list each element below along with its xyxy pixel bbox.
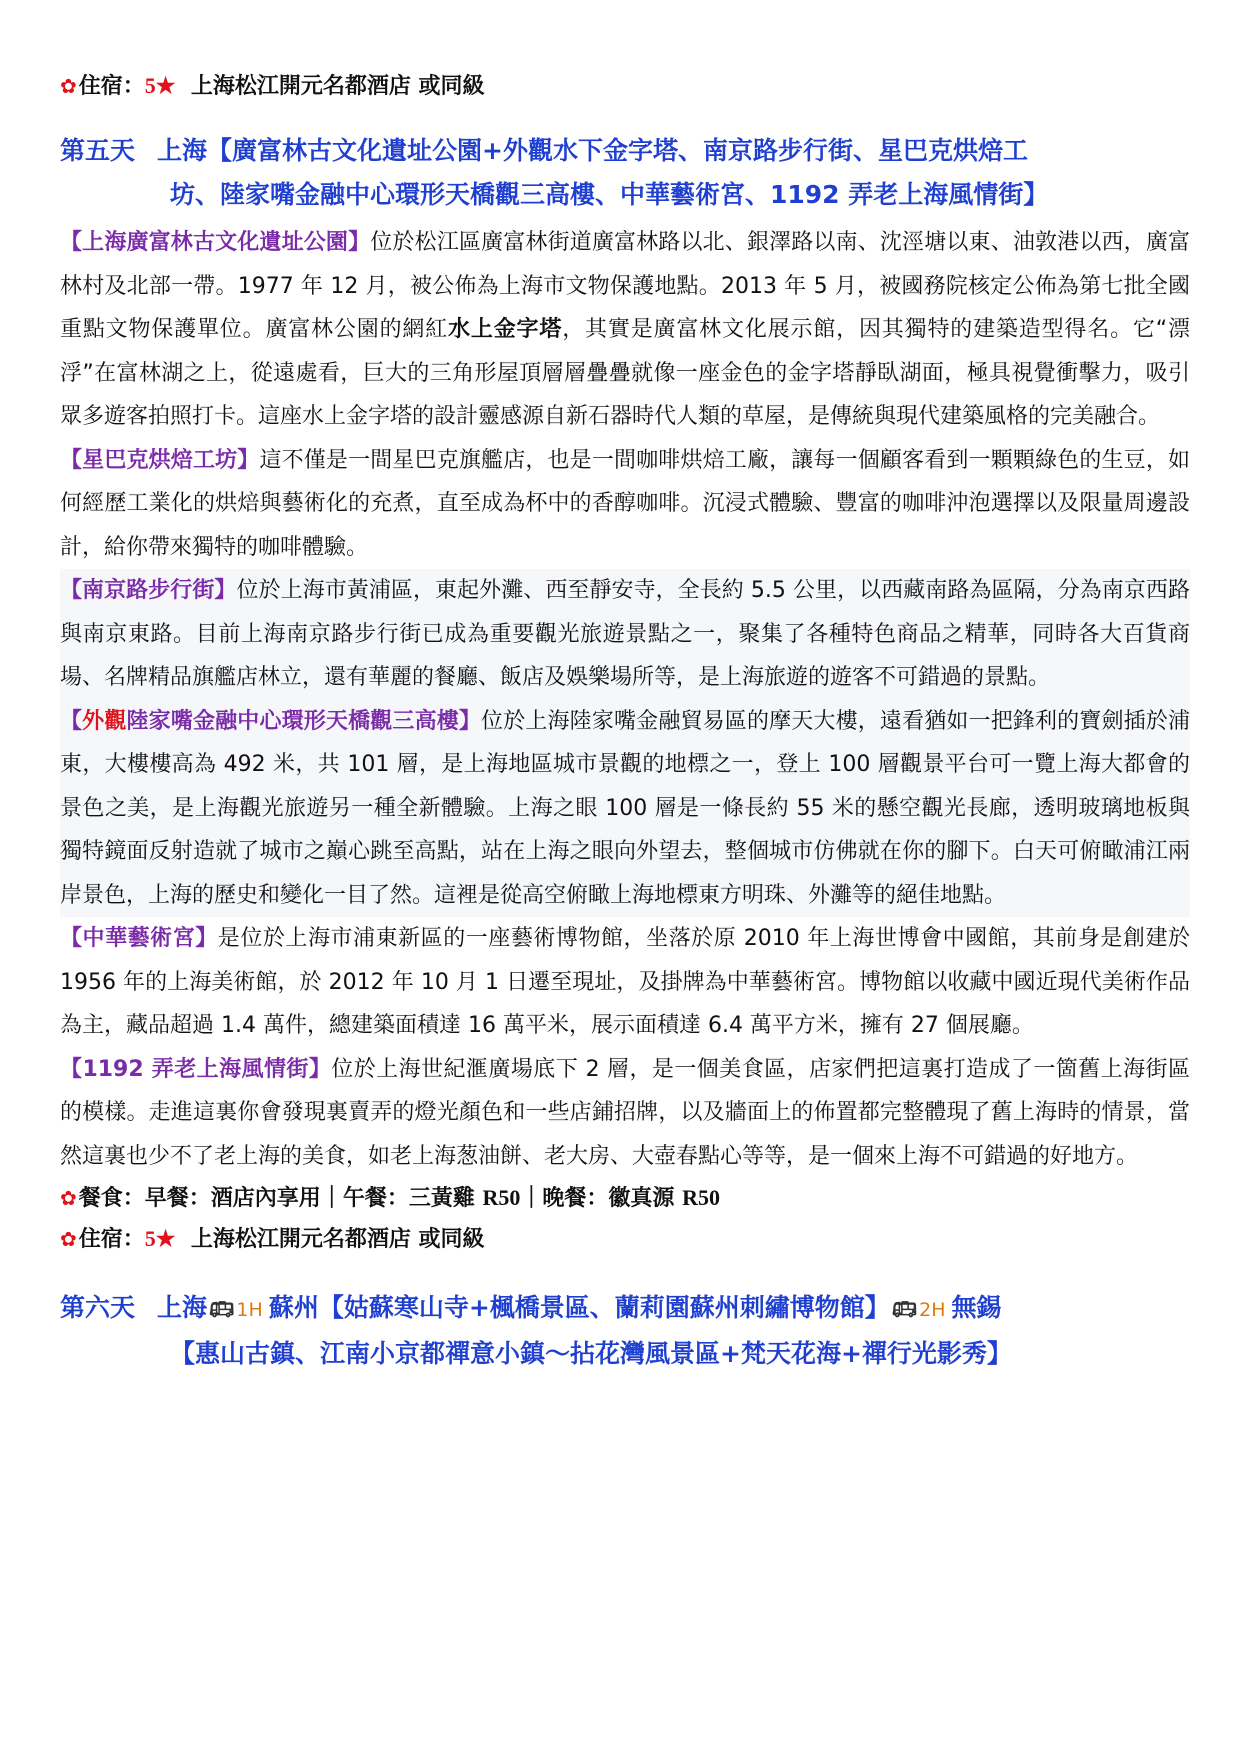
section-tag-red: 外觀 [82, 708, 127, 734]
separator: ｜ [320, 1186, 343, 1211]
section-tag: 【1192 弄老上海風情街】 [60, 1056, 332, 1082]
bus-icon: 🚌︎ [891, 1297, 918, 1321]
dinner-price: R50 [682, 1185, 720, 1210]
day6-mid: 蘇州【姑蘇寒山寺+楓橋景區、蘭莉園蘇州刺繡博物館】 [268, 1293, 890, 1322]
accommodation-line-top [60, 66, 1190, 107]
section-tag-rest: 陸家嘴金融中心環形天橋觀三高樓】 [126, 708, 482, 734]
accommodation-line-day5 [60, 1219, 1190, 1260]
section-1192-lane [60, 1048, 1190, 1179]
day6-label: 第六天 [60, 1293, 136, 1322]
section-text: 是位於上海市浦東新區的一座藝術博物館，坐落於原 2010 年上海世博會中國館，其前身是創建於 1956 年的上海美術館，於 2012 年 10 月 1 日遷至現址，及掛牌為中華藝術宮。博物館以收藏中國近現代美術作品為主，藏品超過 1.4 萬件，總建築面積達 16 萬平米，展示面積達 6.4 萬平方米，擁有 27 個展廳。 [60, 926, 1190, 1038]
separator: ｜ [520, 1186, 543, 1211]
accommodation-label: 住宿： [78, 74, 145, 99]
day6-to: 無錫 [951, 1293, 1002, 1322]
breakfast: 早餐：酒店內享用 [144, 1186, 321, 1211]
star-rating: 5★ [144, 73, 176, 98]
day6-title-line2: 【惠山古鎮、江南小京都禪意小鎮～拈花灣風景區+梵天花海+禪行光影秀】 [170, 1339, 1012, 1368]
section-tag-open: 【 [60, 708, 83, 734]
day5-heading-line2 [60, 173, 1190, 217]
section-tag: 【星巴克烘焙工坊】 [60, 447, 260, 473]
meals-label: 餐食： [78, 1186, 145, 1211]
day6-heading-line2 [60, 1332, 1190, 1376]
section-lujiazui [60, 700, 1190, 918]
duration-2: 2H [919, 1299, 946, 1321]
duration-1: 1H [236, 1299, 263, 1321]
accommodation-label: 住宿： [78, 1227, 145, 1252]
section-text: 這不僅是一間星巴克旗艦店，也是一間咖啡烘焙工廠，讓每一個顧客看到一顆顆綠色的生豆，如何經歷工業化的烘焙與藝術化的充煮，直至成為杯中的香醇咖啡。沉浸式體驗、豐富的咖啡沖泡選擇以及限量周邊設計，給你帶來獨特的咖啡體驗。 [60, 447, 1190, 560]
day5-label: 第五天 [60, 136, 136, 165]
flower-icon: ✿ [60, 1186, 77, 1210]
itinerary-page [60, 66, 1190, 1376]
section-highlight: 水上金字塔 [448, 317, 563, 342]
section-text: 位於松江區廣富林街道廣富林路以北、銀澤路以南、沈涇塘以東、油敦港以西，廣富林村及北部一帶。1977 年 12 月，被公佈為上海市文物保護地點。2013 年 5 月，被國務院核定公佈為第七批全國重點文物保護單位。廣富林公園的網紅 [60, 230, 1190, 342]
lunch-price: R50 [482, 1185, 521, 1210]
lunch: 午餐：三黃雞 [342, 1186, 475, 1211]
section-starbucks [60, 439, 1190, 570]
hotel-name: 上海松江開元名都酒店 或同級 [190, 1227, 485, 1252]
flower-icon: ✿ [60, 74, 77, 98]
day6-heading [60, 1286, 1190, 1332]
hotel-name: 上海松江開元名都酒店 或同級 [190, 74, 485, 99]
section-text: 位於上海陸家嘴金融貿易區的摩天大樓，遠看猶如一把鋒利的寶劍插於浦東，大樓樓高為 492 米，共 101 層，是上海地區城市景觀的地標之一，登上 100 層觀景平台可一覽上海大都會的景色之美，是上海觀光旅遊另一種全新體驗。上海之眼 100 層是一條長約 55 米的懸空觀光長廊，透明玻璃地板與獨特鏡面反射造就了城市之巔心跳至高點，站在上海之眼向外望去，整個城市仿佛就在你的腳下。白天可俯瞰浦江兩岸景色，上海的歷史和變化一目了然。這裡是從高空俯瞰上海地標東方明珠、外灘等的絕佳地點。 [60, 708, 1190, 908]
section-art-palace [60, 917, 1190, 1048]
section-nanjing-road [60, 569, 1190, 700]
section-tag: 【中華藝術宮】 [60, 926, 218, 951]
day5-heading [60, 129, 1190, 173]
day6-from: 上海 [157, 1293, 208, 1322]
day5-title-line2: 坊、陸家嘴金融中心環形天橋觀三高樓、中華藝術宮、1192 弄老上海風情街】 [170, 180, 1049, 209]
section-tag: 【上海廣富林古文化遺址公園】 [60, 230, 371, 255]
flower-icon: ✿ [60, 1227, 77, 1251]
section-tag: 【南京路步行街】 [60, 578, 237, 603]
meals-line [60, 1178, 1190, 1219]
section-text: 位於上海世紀滙廣場底下 2 層，是一個美食區，店家們把這裏打造成了一箇舊上海街區的模樣。走進這裏你會發現裏賣弄的燈光顏色和一些店鋪招牌，以及牆面上的佈置都完整體現了舊上海時的情景，當然這裏也少不了老上海的美食，如老上海葱油餅、老大房、大壺春點心等等，是一個來上海不可錯過的好地方。 [60, 1056, 1190, 1169]
dinner: 晚餐：徽真源 [542, 1186, 675, 1211]
bus-icon: 🚌︎ [209, 1297, 235, 1321]
section-text-cont: ，其實是廣富林文化展示館，因其獨特的建築造型得名。它“漂浮”在富林湖之上，從遠處看，巨大的三角形屋頂層層疊疊就像一座金色的金字塔靜臥湖面，極具視覺衝擊力，吸引眾多遊客拍照打卡。這座水上金字塔的設計靈感源自新石器時代人類的草屋，是傳統與現代建築風格的完美融合。 [60, 317, 1190, 429]
section-text: 位於上海市黃浦區，東起外灘、西至靜安寺，全長約 5.5 公里，以西藏南路為區隔，分為南京西路與南京東路。目前上海南京路步行街已成為重要觀光旅遊景點之一，聚集了各種特色商品之精華，同時各大百貨商場、名牌精品旗艦店林立，還有華麗的餐廳、飯店及娛樂場所等，是上海旅遊的遊客不可錯過的景點。 [60, 578, 1190, 690]
day5-title-line1: 上海【廣富林古文化遺址公園+外觀水下金字塔、南京路步行街、星巴克烘焙工 [157, 136, 1028, 165]
star-rating: 5★ [144, 1226, 176, 1251]
section-guangfulin [60, 221, 1190, 439]
